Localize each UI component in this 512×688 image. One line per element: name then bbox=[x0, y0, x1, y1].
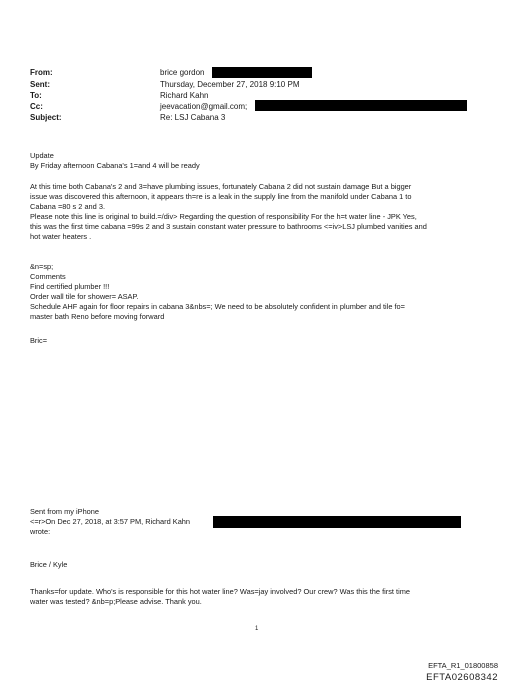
subject-label: Subject: bbox=[30, 113, 62, 122]
signature-text: Bric= bbox=[30, 336, 48, 345]
body-line: By Friday afternoon Cabana's 1=and 4 will be ready bbox=[30, 161, 200, 170]
body-line: Update bbox=[30, 151, 54, 160]
body-line: Find certified plumber !!! bbox=[30, 282, 110, 291]
body-line: At this time both Cabana's 2 and 3=have plumbing issues, fortunately Cabana 2 did not sustain damage But a bigger bbox=[30, 182, 412, 191]
bates-stamp-top: EFTA_R1_01800858 bbox=[428, 661, 498, 670]
body-line: Schedule AHF again for floor repairs in cabana 3&nbs=; We need to be absolutely confident in plumber and tile fo= bbox=[30, 302, 405, 311]
body-line: hot water heaters . bbox=[30, 232, 92, 241]
body-line: Comments bbox=[30, 272, 66, 281]
cc-value: jeevacation@gmail.com; bbox=[160, 102, 248, 111]
sent-from-line: Sent from my iPhone bbox=[30, 507, 100, 516]
from-value: brice gordon bbox=[160, 68, 205, 77]
sent-value: Thursday, December 27, 2018 9:10 PM bbox=[160, 80, 300, 89]
cc-label: Cc: bbox=[30, 102, 43, 111]
page-number: 1 bbox=[255, 626, 259, 632]
body-line: this was the first time cabana =99s 2 and 3 sustain constant water pressure to bathrooms <=iv>LSJ plumbed vanities and bbox=[30, 222, 427, 231]
greeting bbox=[30, 560, 490, 570]
greeting-text: Brice / Kyle bbox=[30, 560, 68, 569]
plumbing-paragraph bbox=[30, 182, 490, 242]
signature bbox=[30, 336, 490, 346]
redaction-bar-from bbox=[212, 67, 312, 78]
body-line: issue was discovered this afternoon, it appears th=re is a leak in the supply line from the manifold under Cabana 1 to bbox=[30, 192, 412, 201]
update-paragraph bbox=[30, 151, 490, 171]
body-line: Please note this line is original to build.=/div> Regarding the question of responsibility For the h=t water line - JPK Yes, bbox=[30, 212, 417, 221]
comments-paragraph bbox=[30, 262, 490, 322]
body-line: Thanks=for update. Who's is responsible for this hot water line? Was=jay involved? Our crew? Was this the first time bbox=[30, 587, 411, 596]
body-line: &n=sp; bbox=[30, 262, 54, 271]
body-line: master bath Reno before moving forward bbox=[30, 312, 165, 321]
to-label: To: bbox=[30, 91, 42, 100]
redaction-bar-cc bbox=[255, 100, 467, 111]
subject-value: Re: LSJ Cabana 3 bbox=[160, 113, 226, 122]
reply-paragraph bbox=[30, 587, 490, 607]
to-value: Richard Kahn bbox=[160, 91, 209, 100]
bates-stamp-bottom: EFTA02608342 bbox=[426, 672, 498, 683]
body-line: Cabana =80 s 2 and 3. bbox=[30, 202, 105, 211]
body-line: Order wall tile for shower= ASAP. bbox=[30, 292, 139, 301]
quote-line: <=r>On Dec 27, 2018, at 3:57 PM, Richard Kahn bbox=[30, 517, 191, 526]
redaction-bar-quote bbox=[213, 516, 461, 528]
body-line: water was tested? &nb=p;Please advise. Thank you. bbox=[30, 597, 202, 606]
quote-wrote-line: wrote: bbox=[30, 527, 51, 536]
sent-label: Sent: bbox=[30, 80, 50, 89]
from-label: From: bbox=[30, 68, 53, 77]
